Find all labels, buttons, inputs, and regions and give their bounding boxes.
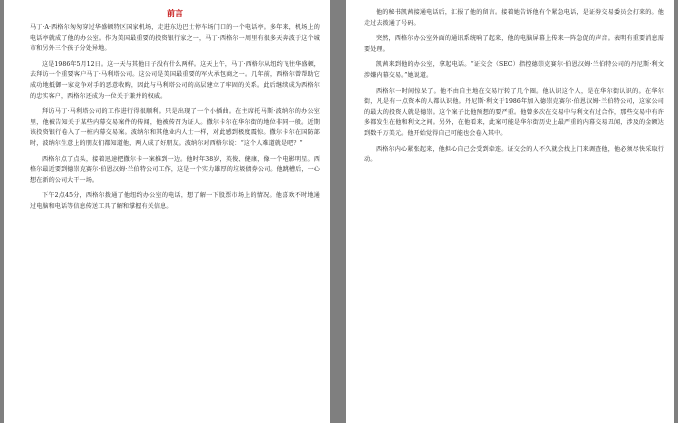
paragraph: 马丁·A·西格尔匆匆穿过华盛顿特区国家机场，走进东边巴士停车场门口的一个电话亭。多年来，机场上的电话亭就成了他的办公室。作为美国最重要的投资银行家之一，马丁·西格尔一周里有很多天奔波于这个城市和另外三个孩子分处异地。 (30, 24, 320, 53)
paragraph: 突然，西格尔办公室外面的通讯系统响了起来，他的电脑屏幕上传来一阵急促的声音。表明有重要消息需要处理。 (364, 35, 664, 53)
paragraph: 这是1986年5月12日。这一天与其他日子没有什么两样。这天上午，马丁·西格尔从纽约飞往华盛顿，去拜访一个重要客户马丁·马利塔公司。这公司是美国最重要的军火承包商之一。几年前，西格尔曾帮助它成功地抵御一家竞争对手的恶意收购，因此与马利塔公司的高层建立了牢固的关系。此后继续成为西格尔的忠实客户，西格尔还成为一位关于兼并的权威。 (30, 60, 320, 100)
paragraph: 他的秘书凯茜接通电话后，汇报了他的留言。接着她告诉他有个紧急电话，是证券交易委员会打来的。他走过去拨通了号码。 (364, 9, 664, 27)
right-page (346, 0, 674, 423)
page-heading: 前言 (167, 8, 183, 18)
paragraph: 西格尔内心紧张起来，他担心自己会受到牵连。证交会的人不久就会找上门来调查他，他必须尽快采取行动。 (364, 145, 664, 164)
paragraph: 西格尔一时间惊呆了。他不由自主地在交易厅转了几个圈。他认识这个人，是在华尔街认识的。在华尔街，凡是有一点资本的人都认识他。丹尼斯·利文于1986年加入德崇克赛尔·伯恩汉姆·兰伯特公司，这家公司的最大的投资人就是德崇。这个案子比他预想的要严重。他曾多次在交易中与利文有过合作，那些交易中有许多都发生在他和利文之间。另外，在他看来，此案可能是华尔街历史上最严重的内幕交易丑闻，涉及的金额达到数千万美元。他开始觉得自己可能也会卷入其中。 (364, 87, 664, 137)
paragraph: 拜访马丁·马利塔公司的工作进行得很顺利。只是出现了一个小插曲。在主席托马斯·波纳尔的办公室里，他被告知关于某些内幕交易案件的传闻，他被传召为证人。撒尔卡尔在华尔街的地位非同一般。近期该投资银行卷入了一桩内幕交易案。波纳尔和其他业内人士一样，对此感到极度震惊。撒尔卡尔在国防部时，波纳尔生意上的朋友们都知道他，两人成了好朋友。波纳尔对西格尔说：“这个人难道就是吧？” (30, 108, 320, 147)
left-page (4, 0, 330, 423)
paragraph: 西格尔点了点头，接着迅速把撒尔卡一案推到一边。他时年38岁，英俊、健康，像一个电影明星。西格尔最近要到德崇克赛尔·伯恩汉姆·兰伯特公司工作，这是一个实力雄厚的垃圾债券公司。他跳槽后，一心想在新的公司大干一场。 (30, 155, 320, 184)
paragraph: 下午2点45分，西格尔拨通了他纽约办公室的电话，想了解一下股票市场上的情况。他喜欢不时地通过电脑和电话等信息传送工具了解和掌握有关信息。 (30, 192, 320, 210)
paragraph: 凯茜来到他的办公室，拿起电话。“证交会（SEC）指控德崇克赛尔·伯恩汉姆·兰伯特公司的丹尼斯·利文涉嫌内幕交易。”她说道。 (364, 61, 664, 79)
